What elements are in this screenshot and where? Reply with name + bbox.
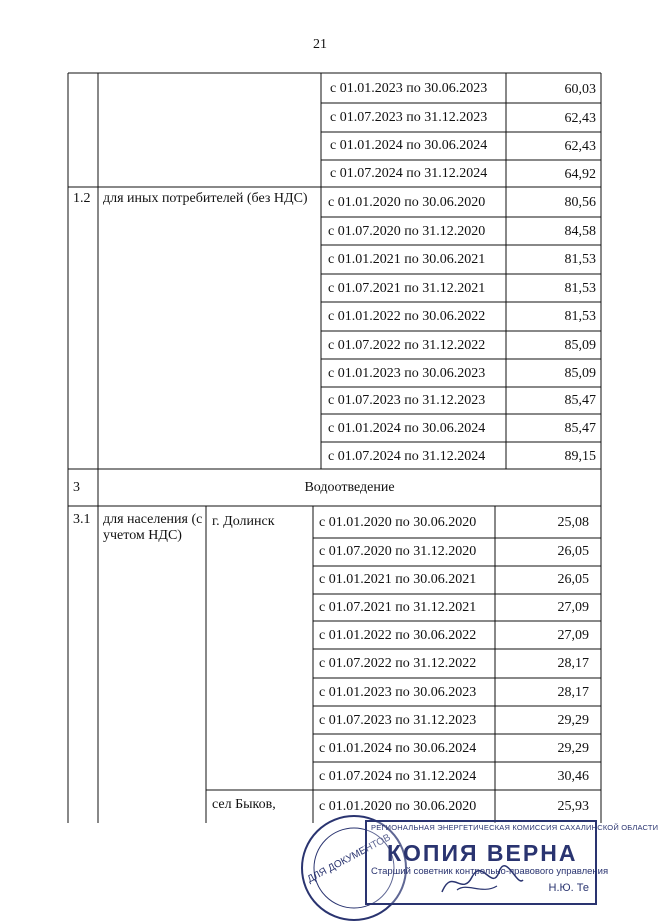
consumer-label: для иных потребителей (без НДС): [103, 191, 308, 206]
value-cell: 80,56: [564, 195, 596, 210]
stamp-role: Старший советник контрольно-правового управления: [371, 866, 609, 877]
section-title: Водоотведение: [304, 480, 395, 495]
period-cell: с 01.07.2024 по 31.12.2024: [328, 449, 486, 464]
stamp-name: Н.Ю. Те: [548, 882, 589, 894]
period-cell: с 01.07.2021 по 31.12.2021: [328, 281, 486, 296]
period-cell: с 01.07.2022 по 31.12.2022: [328, 338, 486, 353]
period-cell: с 01.01.2023 по 30.06.2023: [319, 685, 477, 700]
value-cell: 25,08: [557, 515, 589, 530]
signature: [437, 862, 527, 902]
value-cell: 29,29: [557, 713, 589, 728]
period-cell: с 01.07.2023 по 31.12.2023: [319, 713, 477, 728]
locality-label: сел Быков,: [212, 797, 276, 812]
value-cell: 26,05: [557, 544, 589, 559]
value-cell: 81,53: [564, 281, 596, 296]
section-number: 3: [73, 480, 80, 495]
value-cell: 81,53: [564, 252, 596, 267]
value-cell: 85,47: [564, 421, 596, 436]
period-cell: с 01.01.2021 по 30.06.2021: [319, 572, 477, 587]
period-cell: с 01.01.2024 по 30.06.2024: [330, 138, 488, 153]
period-cell: с 01.07.2023 по 31.12.2023: [330, 110, 488, 125]
stamp-organization: РЕГИОНАЛЬНАЯ ЭНЕРГЕТИЧЕСКАЯ КОМИССИЯ САХАЛИНСКОЙ ОБЛАСТИ: [371, 823, 658, 832]
value-cell: 25,93: [557, 799, 589, 814]
value-cell: 28,17: [557, 685, 589, 700]
locality-label: г. Долинск: [212, 514, 275, 529]
value-cell: 30,46: [557, 769, 589, 784]
period-cell: с 01.07.2022 по 31.12.2022: [319, 656, 477, 671]
period-cell: с 01.01.2023 по 30.06.2023: [330, 81, 488, 96]
stamp-title: КОПИЯ ВЕРНА: [387, 840, 578, 866]
value-cell: 64,92: [564, 167, 596, 182]
period-cell: с 01.01.2022 по 30.06.2022: [328, 309, 486, 324]
period-cell: с 01.07.2023 по 31.12.2023: [328, 393, 486, 408]
period-cell: с 01.01.2024 по 30.06.2024: [328, 421, 486, 436]
value-cell: 85,47: [564, 393, 596, 408]
seal-text: ДЛЯ ДОКУМЕНТОВ: [305, 832, 393, 886]
value-cell: 85,09: [564, 366, 596, 381]
value-cell: 26,05: [557, 572, 589, 587]
period-cell: с 01.01.2021 по 30.06.2021: [328, 252, 486, 267]
value-cell: 27,09: [557, 600, 589, 615]
value-cell: 84,58: [564, 224, 596, 239]
period-cell: с 01.01.2020 по 30.06.2020: [328, 195, 486, 210]
period-cell: с 01.07.2024 по 31.12.2024: [330, 166, 488, 181]
period-cell: с 01.01.2020 по 30.06.2020: [319, 515, 477, 530]
period-cell: с 01.01.2024 по 30.06.2024: [319, 741, 477, 756]
row-number: 3.1: [73, 512, 91, 527]
value-cell: 28,17: [557, 656, 589, 671]
certified-copy-stamp: [365, 820, 658, 905]
value-cell: 29,29: [557, 741, 589, 756]
consumer-label: для населения (с учетом НДС): [103, 512, 203, 543]
value-cell: 60,03: [564, 82, 596, 97]
period-cell: с 01.07.2020 по 31.12.2020: [328, 224, 486, 239]
period-cell: с 01.07.2024 по 31.12.2024: [319, 769, 477, 784]
value-cell: 62,43: [564, 139, 596, 154]
period-cell: с 01.07.2021 по 31.12.2021: [319, 600, 477, 615]
period-cell: с 01.01.2023 по 30.06.2023: [328, 366, 486, 381]
period-cell: с 01.07.2020 по 31.12.2020: [319, 544, 477, 559]
value-cell: 27,09: [557, 628, 589, 643]
value-cell: 89,15: [564, 449, 596, 464]
value-cell: 81,53: [564, 309, 596, 324]
period-cell: с 01.01.2022 по 30.06.2022: [319, 628, 477, 643]
period-cell: с 01.01.2020 по 30.06.2020: [319, 799, 477, 814]
page-number: 21: [313, 37, 327, 52]
value-cell: 62,43: [564, 111, 596, 126]
row-number: 1.2: [73, 191, 91, 206]
value-cell: 85,09: [564, 338, 596, 353]
